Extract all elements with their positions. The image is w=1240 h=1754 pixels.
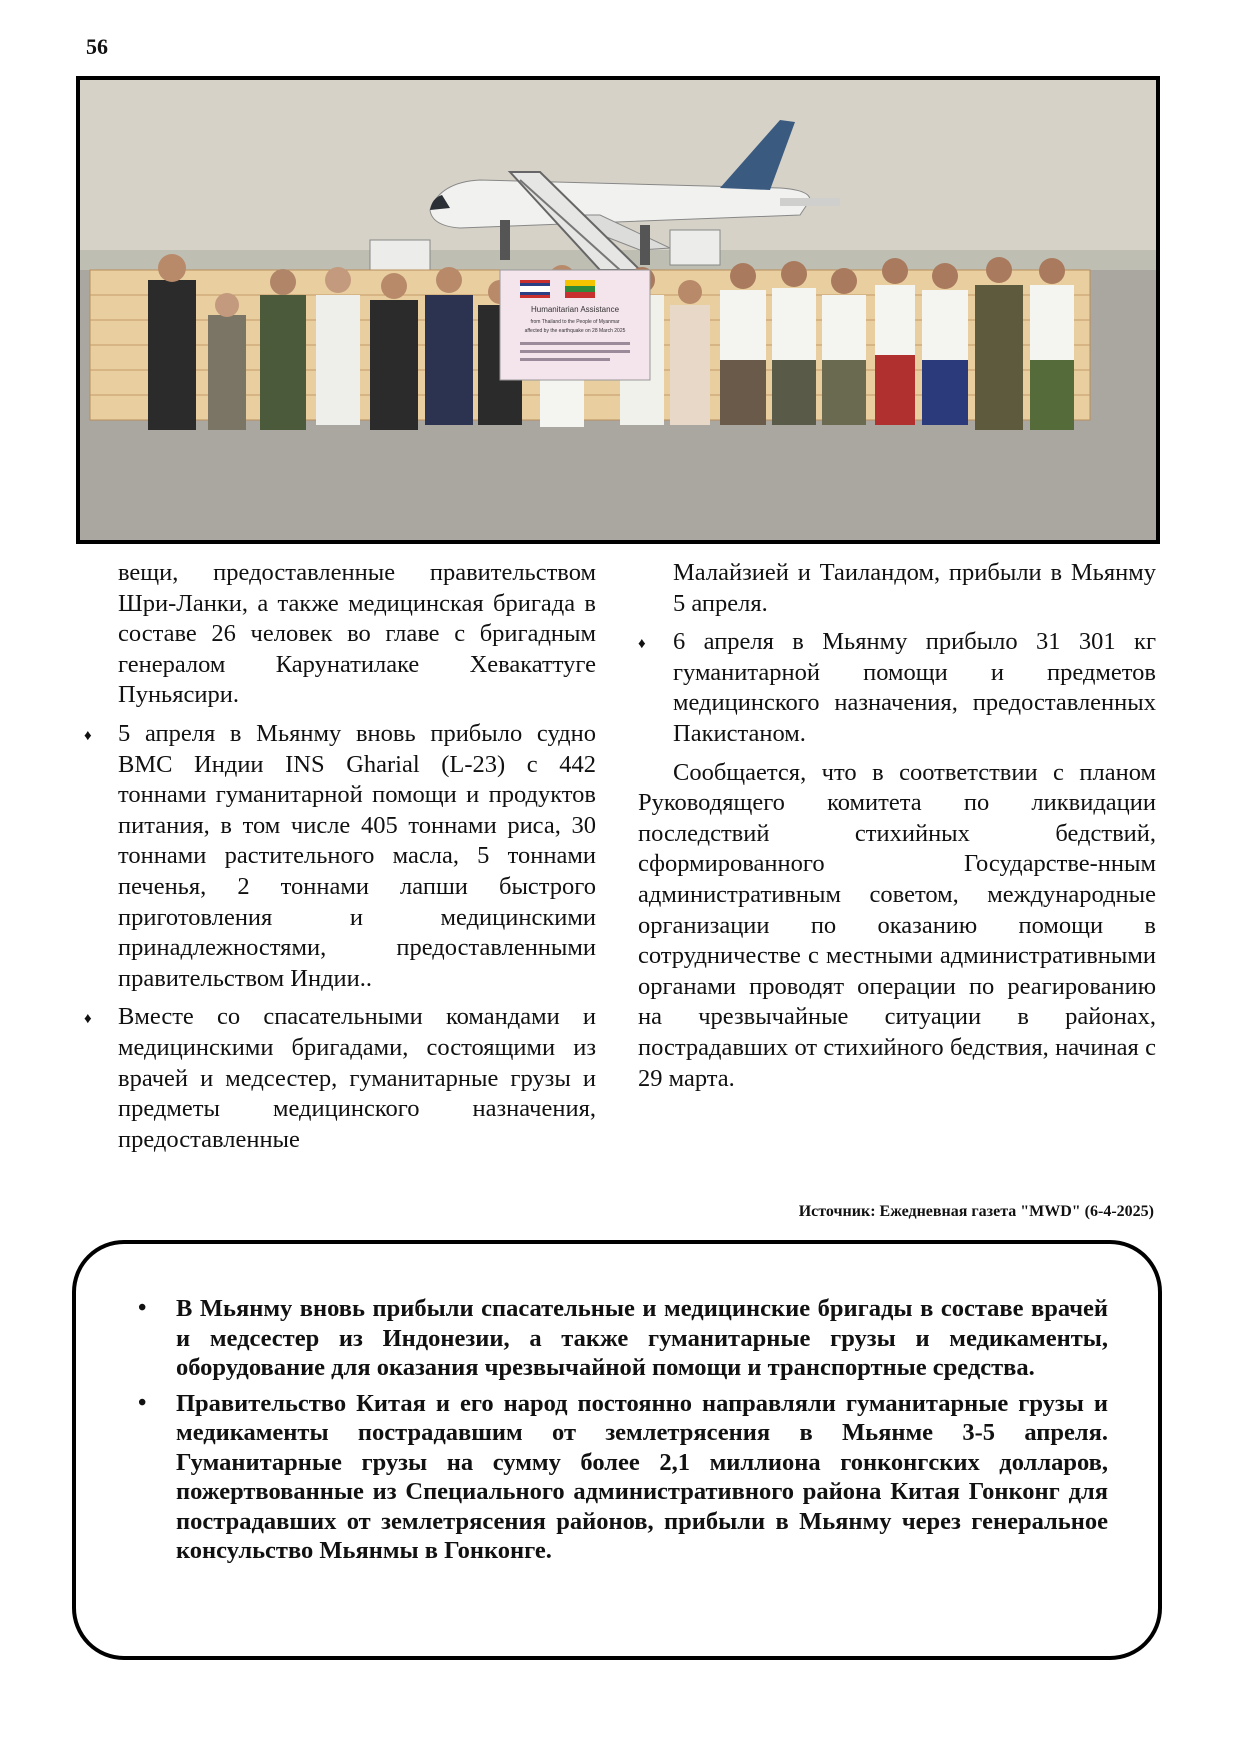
- sign-line-1: Humanitarian Assistance: [530, 305, 620, 314]
- diamond-bullet-icon: ♦: [84, 1011, 92, 1028]
- bullet-dot-icon: •: [138, 1295, 147, 1321]
- highlight-item-text: В Мьянму вновь прибыли спасательные и медицинские бригады в составе врачей и медсестер из Индонезии, а также гуманитарные грузы и медикаменты, оборудование для оказания чрезвычайной помощи и транспортные средства.: [176, 1295, 1108, 1381]
- article-left-column: [84, 558, 596, 1163]
- page-number: 56: [86, 34, 108, 59]
- article-bullet-item: [84, 719, 596, 994]
- bullet-dot-icon: •: [138, 1389, 147, 1416]
- article-bullet-text: Вместе со спасательными командами и медицинскими бригадами, состоящими из врачей и медсестер, гуманитарные грузы и предметы медицинского назначения, предоставленные: [118, 1003, 596, 1153]
- ground-vehicle: [370, 240, 430, 270]
- article-bullet-text: 6 апреля в Мьянму прибыло 31 301 кг гуманитарной помощи и предметов медицинского назначения, предоставленных Пакистаном.: [673, 628, 1156, 747]
- article-paragraph: вещи, предоставленные правительством Шри-Ланки, а также медицинская бригада в составе 26 человек во главе с бригадным генералом Карунатилаке Хевакаттуге Пуньясири.: [118, 559, 596, 709]
- diamond-bullet-icon: ♦: [84, 727, 92, 744]
- sign-line-2: from Thailand to the People of Myanmar: [530, 319, 620, 325]
- article-bullet-item: [638, 627, 1156, 749]
- article-right-column: [638, 558, 1156, 1102]
- article-paragraph: Сообщается, что в соответствии с планом Руководящего комитета по ликвидации последствий стихийных бедствий, сформированного Государстве-нным административным советом, международные организации по оказанию помощи в сотрудничестве с местными административными органами проводят операции по реагированию на чрезвычайные ситуации в районах, пострадавших от стихийного бедствия, начиная с 29 марта.: [638, 758, 1156, 1092]
- sign-line-3: affected by the earthquake on 28 March 2025: [524, 328, 626, 334]
- photo-illustration: [80, 80, 1156, 540]
- highlight-box: [72, 1240, 1162, 1660]
- diamond-bullet-icon: ♦: [638, 636, 646, 653]
- article-bullet-text: 5 апреля в Мьянму вновь прибыло судно ВМС Индии INS Gharial (L-23) с 442 тоннами гуманитарной помощи и продуктов питания, в том числе 405 тоннами риса, 30 тоннами растительного масла, 5 тоннами печенья, 2 тоннами лапши быстрого приготовления и медицинскими принадлежностями, предоставленными правительством Индии..: [118, 719, 596, 992]
- photo-humanitarian-handover: [76, 76, 1160, 544]
- ground-vehicle: [670, 230, 720, 265]
- source-credit: Источник: Ежедневная газета "MWD" (6-4-2025): [798, 1203, 1154, 1220]
- humanitarian-sign: [500, 270, 650, 380]
- highlight-item: [138, 1389, 1108, 1566]
- article-bullet-item: [84, 1002, 596, 1155]
- article-continuation: Малайзией и Таиландом, прибыли в Мьянму 5 апреля.: [673, 559, 1156, 617]
- highlight-list: [138, 1294, 1108, 1572]
- highlight-item: [138, 1294, 1108, 1383]
- highlight-item-text: Правительство Китая и его народ постоянно направляли гуманитарные грузы и медикаменты пострадавшим от землетрясения в Мьянме 3-5 апреля. Гуманитарные грузы на сумму более 2,1 миллиона гонконгских долларов, пожертвованные из Специального административного района Китая Гонконг для пострадавших от землетрясения районов, прибыли в Мьянму через генеральное консульство Мьянмы в Гонконге.: [176, 1389, 1108, 1564]
